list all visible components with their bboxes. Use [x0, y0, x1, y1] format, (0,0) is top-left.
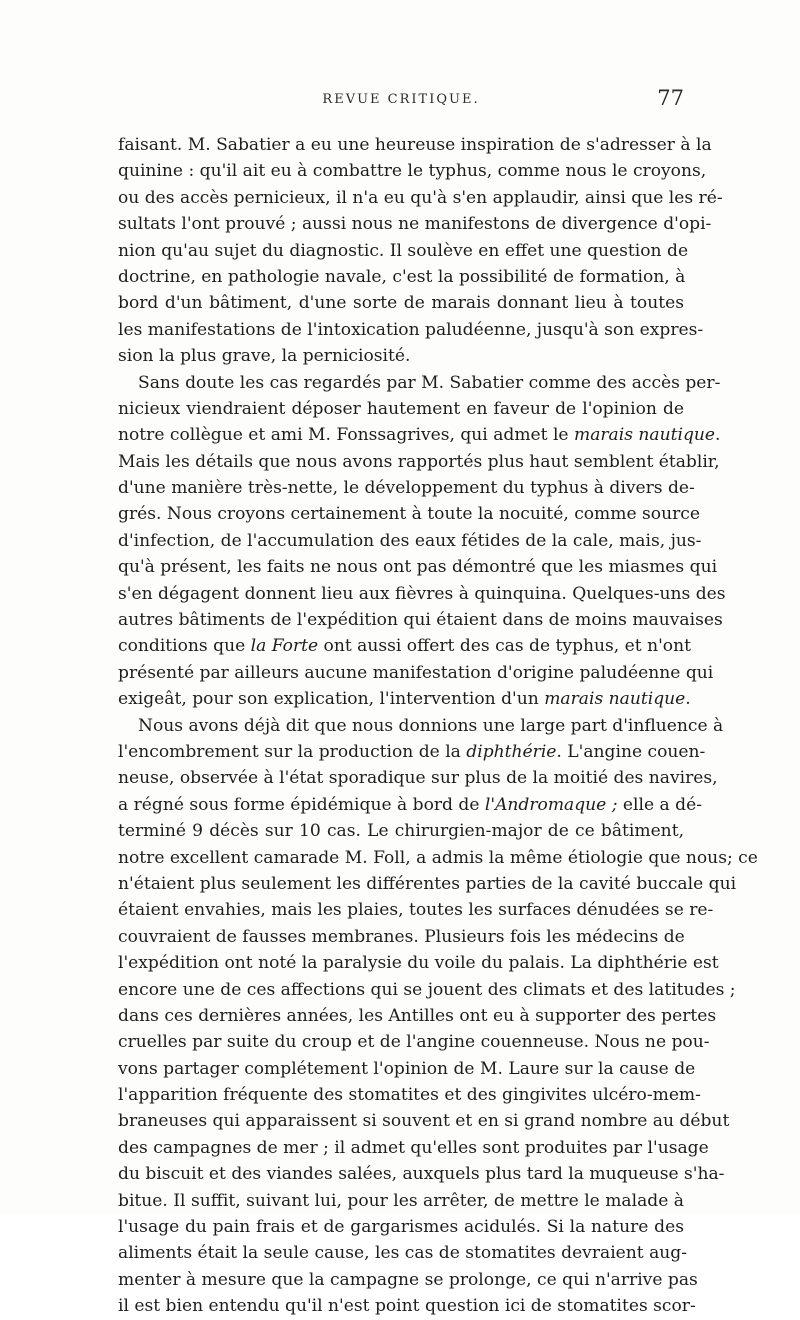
text-line [118, 317, 704, 343]
text-line [118, 290, 684, 316]
text-segment: d'infection, de l'accumulation des eaux fétides de la cale, mais, jus- [118, 530, 702, 551]
text-segment: grés. Nous croyons certainement à toute la nocuité, comme source [118, 504, 700, 525]
text-segment: l'usage du pain frais et de gargarismes acidulés. Si la nature des [118, 1217, 684, 1238]
text-segment: s'en dégagent donnent lieu aux fièvres à quinquina. Quelques-uns des [118, 583, 726, 604]
text-segment: bitue. Il suffit, suivant lui, pour les arrêter, de mettre le malade à [118, 1190, 684, 1211]
page-number: 77 [657, 86, 684, 110]
text-segment: couvraient de fausses membranes. Plusieurs fois les médecins de [118, 926, 685, 947]
text-line [118, 1293, 696, 1319]
text-segment: d'une manière très-nette, le développement du typhus à divers de- [118, 478, 695, 499]
text-line [118, 924, 684, 950]
text-line [118, 765, 718, 791]
text-line [118, 897, 714, 923]
text-line [118, 792, 702, 818]
text-line [118, 1267, 698, 1293]
text-segment: étaient envahies, mais les plaies, toutes les surfaces dénudées se re- [118, 900, 714, 921]
text-segment: terminé 9 décès sur 10 cas. Le chirurgien-major de ce bâtiment, [118, 821, 684, 842]
text-segment: aliments était la seule cause, les cas de stomatites devraient aug- [118, 1243, 688, 1264]
text-segment: notre excellent camarade M. Foll, a admis la même étiologie que nous; ce [118, 847, 758, 868]
text-segment: l'expédition ont noté la paralysie du voile du palais. La diphthérie est [118, 953, 719, 974]
text-segment: il est bien entendu qu'il n'est point question ici de stomatites scor- [118, 1296, 696, 1317]
text-line [118, 739, 706, 765]
text-line [118, 581, 726, 607]
text-segment: quinine : qu'il ait eu à combattre le typhus, comme nous le croyons, [118, 161, 707, 182]
italic-phrase: marais nautique [544, 689, 686, 710]
text-segment: neuse, observée à l'état sporadique sur plus de la moitié des navires, [118, 768, 718, 789]
text-line [118, 422, 721, 448]
text-line [118, 607, 723, 633]
text-line [118, 1108, 730, 1134]
text-segment: Nous avons déjà dit que nous donnions une large part d'influence à [138, 715, 724, 736]
text-segment: . [685, 689, 691, 710]
text-line [118, 554, 718, 580]
text-segment: qu'à présent, les faits ne nous ont pas démontré que les miasmes qui [118, 557, 718, 578]
text-line [118, 475, 695, 501]
text-segment: autres bâtiments de l'expédition qui étaient dans de moins mauvaises [118, 610, 723, 631]
text-segment: conditions que [118, 636, 251, 657]
text-segment: . [715, 425, 721, 446]
text-segment: du biscuit et des viandes salées, auxquels plus tard la muqueuse s'ha- [118, 1164, 725, 1185]
text-segment: nion qu'au sujet du diagnostic. Il soulève en effet une question de [118, 240, 689, 261]
italic-phrase: marais nautique [573, 425, 716, 446]
text-segment: . L'angine couen- [556, 741, 706, 762]
text-segment: braneuses qui apparaissent si souvent et en si grand nombre au début [118, 1111, 730, 1132]
text-line [118, 132, 712, 158]
text-segment: a régné sous forme épidémique à bord de [118, 794, 485, 815]
text-segment: ou des accès pernicieux, il n'a eu qu'à s'en applaudir, ainsi que les ré- [118, 187, 723, 208]
text-segment: l'encombrement sur la production de la [118, 741, 467, 762]
text-line [118, 158, 707, 184]
text-line [118, 1161, 725, 1187]
text-line [118, 1188, 684, 1214]
text-line [118, 633, 691, 659]
text-segment: l'apparition fréquente des stomatites et des gingivites ulcéro-mem- [118, 1085, 701, 1106]
text-segment: les manifestations de l'intoxication paludéenne, jusqu'à son expres- [118, 319, 704, 340]
running-head [118, 86, 684, 116]
text-line [118, 660, 714, 686]
text-line [118, 1029, 710, 1055]
text-segment: exigeât, pour son explication, l'intervention d'un [118, 689, 545, 710]
text-line [118, 1135, 709, 1161]
text-segment: bord d'un bâtiment, d'une sorte de marais donnant lieu à toutes [118, 293, 684, 314]
italic-phrase: l'Andromaque ; [484, 794, 618, 815]
text-line [118, 264, 684, 290]
text-line [118, 1003, 717, 1029]
text-line [118, 370, 721, 396]
text-line [118, 1240, 688, 1266]
text-line [118, 686, 691, 712]
text-segment: doctrine, en pathologie navale, c'est la possibilité de formation, à [118, 266, 686, 287]
text-segment: menter à mesure que la campagne se prolonge, ce qui n'arrive pas [118, 1269, 698, 1290]
text-segment: encore une de ces affections qui se jouent des climats et des latitudes ; [118, 979, 736, 1000]
text-segment: sultats l'ont prouvé ; aussi nous ne manifestons de divergence d'opi- [118, 214, 712, 235]
text-segment: dans ces dernières années, les Antilles ont eu à supporter des pertes [118, 1005, 717, 1026]
text-segment: n'étaient plus seulement les différentes parties de la cavité buccale qui [118, 873, 737, 894]
text-segment: cruelles par suite du croup et de l'angine couenneuse. Nous ne pou- [118, 1032, 710, 1053]
text-segment: ont aussi offert des cas de typhus, et n'ont [318, 636, 691, 657]
text-line [118, 713, 724, 739]
text-segment: faisant. M. Sabatier a eu une heureuse inspiration de s'adresser à la [118, 135, 712, 155]
text-line [118, 211, 712, 237]
running-title: REVUE CRITIQUE. [322, 92, 480, 107]
text-line [118, 950, 719, 976]
text-segment: Mais les détails que nous avons rapportés plus haut semblent établir, [118, 451, 720, 472]
text-segment: présenté par ailleurs aucune manifestation d'origine paludéenne qui [118, 662, 714, 683]
text-segment: Sans doute les cas regardés par M. Sabatier comme des accès per- [138, 372, 721, 393]
italic-phrase: la Forte [250, 636, 319, 657]
text-segment: nicieux viendraient déposer hautement en faveur de l'opinion de [118, 398, 684, 419]
text-line [118, 185, 723, 211]
text-line [118, 845, 758, 871]
text-line [118, 818, 684, 844]
text-segment: elle a dé- [617, 794, 702, 815]
text-line [118, 528, 702, 554]
italic-phrase: diphthérie [466, 741, 557, 762]
text-segment: vons partager complétement l'opinion de M. Laure sur la cause de [118, 1058, 696, 1079]
text-line [118, 396, 684, 422]
body-text [118, 132, 758, 1320]
text-line [118, 977, 736, 1003]
text-line [118, 1214, 684, 1240]
text-segment: sion la plus grave, la perniciosité. [118, 346, 411, 367]
text-line [118, 501, 700, 527]
text-line [118, 871, 737, 897]
text-line [118, 343, 684, 369]
text-line [118, 449, 720, 475]
text-segment: des campagnes de mer ; il admet qu'elles sont produites par l'usage [118, 1137, 709, 1158]
text-line [118, 1082, 701, 1108]
text-line [118, 238, 689, 264]
text-segment: notre collègue et ami M. Fonssagrives, qui admet le [118, 425, 574, 446]
text-line [118, 1056, 696, 1082]
